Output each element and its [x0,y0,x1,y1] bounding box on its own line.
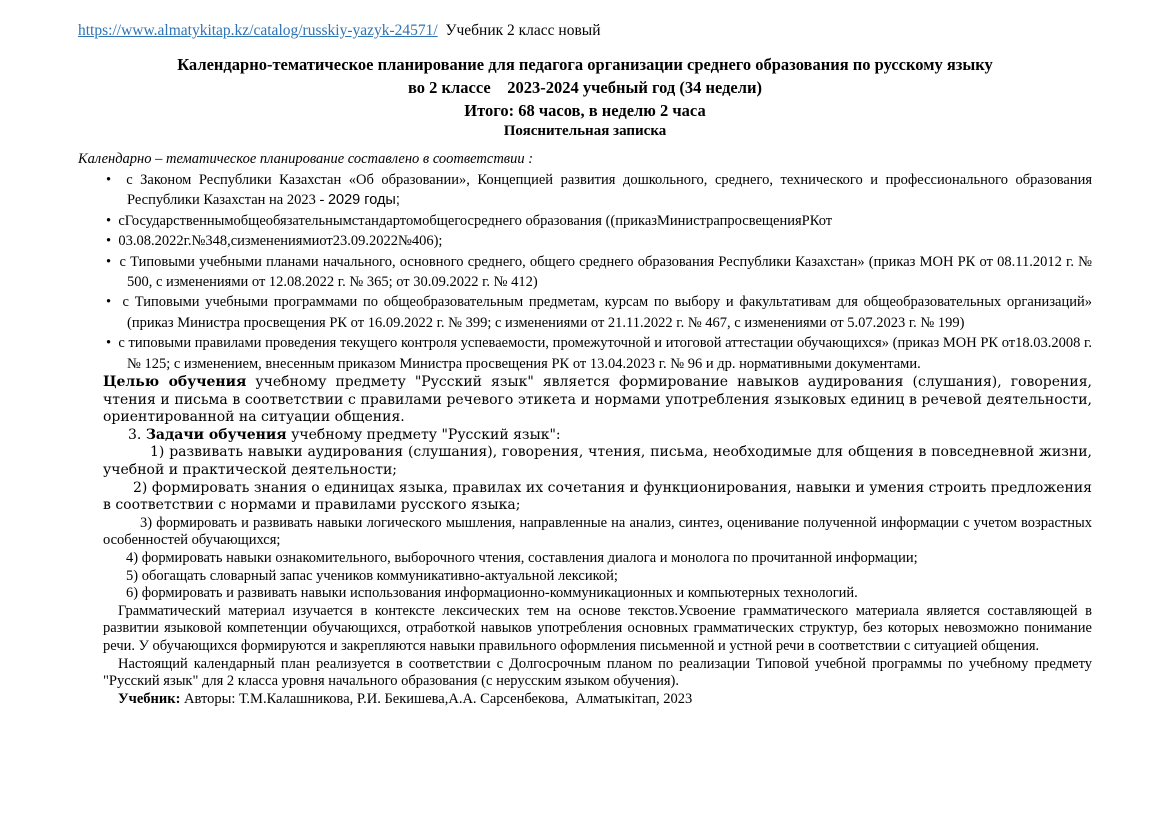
page-title-line-1: Календарно-тематическое планирование для педагога организации среднего образования по русскому языку [177,55,993,74]
textbook-line [103,691,1092,709]
list-item: • с типовыми правилами проведения текущего контроля успеваемости, промежуточной и итоговой аттестации обучающихся» (приказ МОН РК от18.03.2008 г. № 125; с изменением, внесенным приказом Министра просвещения РК от 13.04.2023 г. № 96 и др. нормативными документами. [78,333,1092,374]
list-item: • сГосударственнымобщеобязательнымстандартомобщегосреднего образования ((приказМинистрапросвещенияРКот [78,211,1092,231]
task-item-6: 6) формировать и развивать навыки использования информационно-коммуникационных и компьютерных технологий. [126,585,858,602]
tasks-header-number: 3. [128,426,146,443]
normative-documents-list [78,170,1092,374]
task-item-3: 3) формировать и развивать навыки логического мышления, направленные на анализ, синтез, оценивание полученной информации с учетом возрастных особенностей обучающихся; [103,514,1092,549]
goal-lead: Целью обучения [103,374,247,391]
task-item-1: 1) развивать навыки аудирования (слушания), говорения, чтения, письма, необходимые для общения в повседневной жизни, учебной и практической деятельности; [103,444,1092,479]
plan-paragraph: Настоящий календарный план реализуется в соответствии с Долгосрочным планом по реализации Типовой учебной программы по учебному предмету "Русский язык" для 2 класса уровня начального образования (с нерусским языком обучения). [103,655,1092,690]
task-item-2: 2) формировать знания о единицах языка, правилах их сочетания и функционирования, навыки и умения строить предложения в соответствии с нормами и правилами русского языка; [103,479,1092,514]
grammar-paragraph: Грамматический материал изучается в контексте лексических тем на основе текстов.Усвоение грамматического материала является составляющей в развитии языковой компетенции обучающихся, отработкой навыков употребления основных грамматических структур, без которых невозможно понимание речи. У обучающихся формируются и закрепляются навыки правильного оформления письменной и устной речи в соответствии с ситуацией общения. [103,602,1092,654]
document-link[interactable]: https://www.almatykitap.kz/catalog/russkiy-yazyk-24571/ [78,22,438,39]
task-item-4: 4) формировать навыки ознакомительного, выборочного чтения, составления диалога и монолога по прочитанной информации; [126,550,918,566]
section-subtitle: Пояснительная записка [503,123,667,139]
tasks-header-lead: Задачи обучения [145,426,287,443]
list-item: • с Типовыми учебными планами начального, основного среднего, общего среднего образования Республики Казахстан» (приказ МОН РК от 08.11.2012 г. № 500, с изменениями от 12.08.2022 г. № 365; от 30.09.2022 г. № 412) [78,252,1092,293]
bullet-1-text: с Законом Республики Казахстан «Об образовании», Концепцией развития дошкольного, среднего, технического и профессионального образования Республики Казахстан на 2023 - [126,172,1093,209]
tasks-header [103,427,1092,445]
page-title-line-2: во 2 классе 2023-2024 учебный год (34 недели) [408,78,762,97]
textbook-text: Авторы: Т.М.Калашникова, Р.И. Бекишева,А.А. Сарсенбекова, Алматыкітап, 2023 [180,690,693,707]
page-title-line-3: Итого: 68 часов, в неделю 2 часа [464,101,706,120]
intro-italic-line: Календарно – тематическое планирование составлено в соответствии : [78,151,534,167]
tasks-header-text: учебному предмету "Русский язык": [286,426,561,443]
bullet-1-years: 2029 годы; [327,192,400,209]
goal-text: учебному предмету "Русский язык" является формирование навыков аудирования (слушания), говорения, чтения и письма в соответствии с правилами речевого этикета и нормами употребления языковых единиц в речевой деятельности, ориентированной на ситуации общения. [103,374,1092,426]
goal-paragraph [103,374,1092,427]
list-item: • 03.08.2022г.№348,сизменениямиот23.09.2022№406); [78,231,1092,251]
list-item: • с Типовыми учебными программами по общеобразовательным предметам, курсам по выбору и факультативам для общеобразовательных организаций» (приказ Министра просвещения РК от 16.09.2022 г. № 399; с изменениями от 21.11.2022 г. № 467, с изменениями от 5.07.2023 г. № 199) [78,292,1092,333]
task-item-5: 5) обогащать словарный запас учеников коммуникативно-актуальной лексикой; [126,567,618,584]
textbook-lead: Учебник: [118,690,181,707]
list-item [78,170,1092,211]
link-line [78,20,1092,41]
link-suffix: Учебник 2 класс новый [437,22,601,39]
title-block [78,53,1092,141]
